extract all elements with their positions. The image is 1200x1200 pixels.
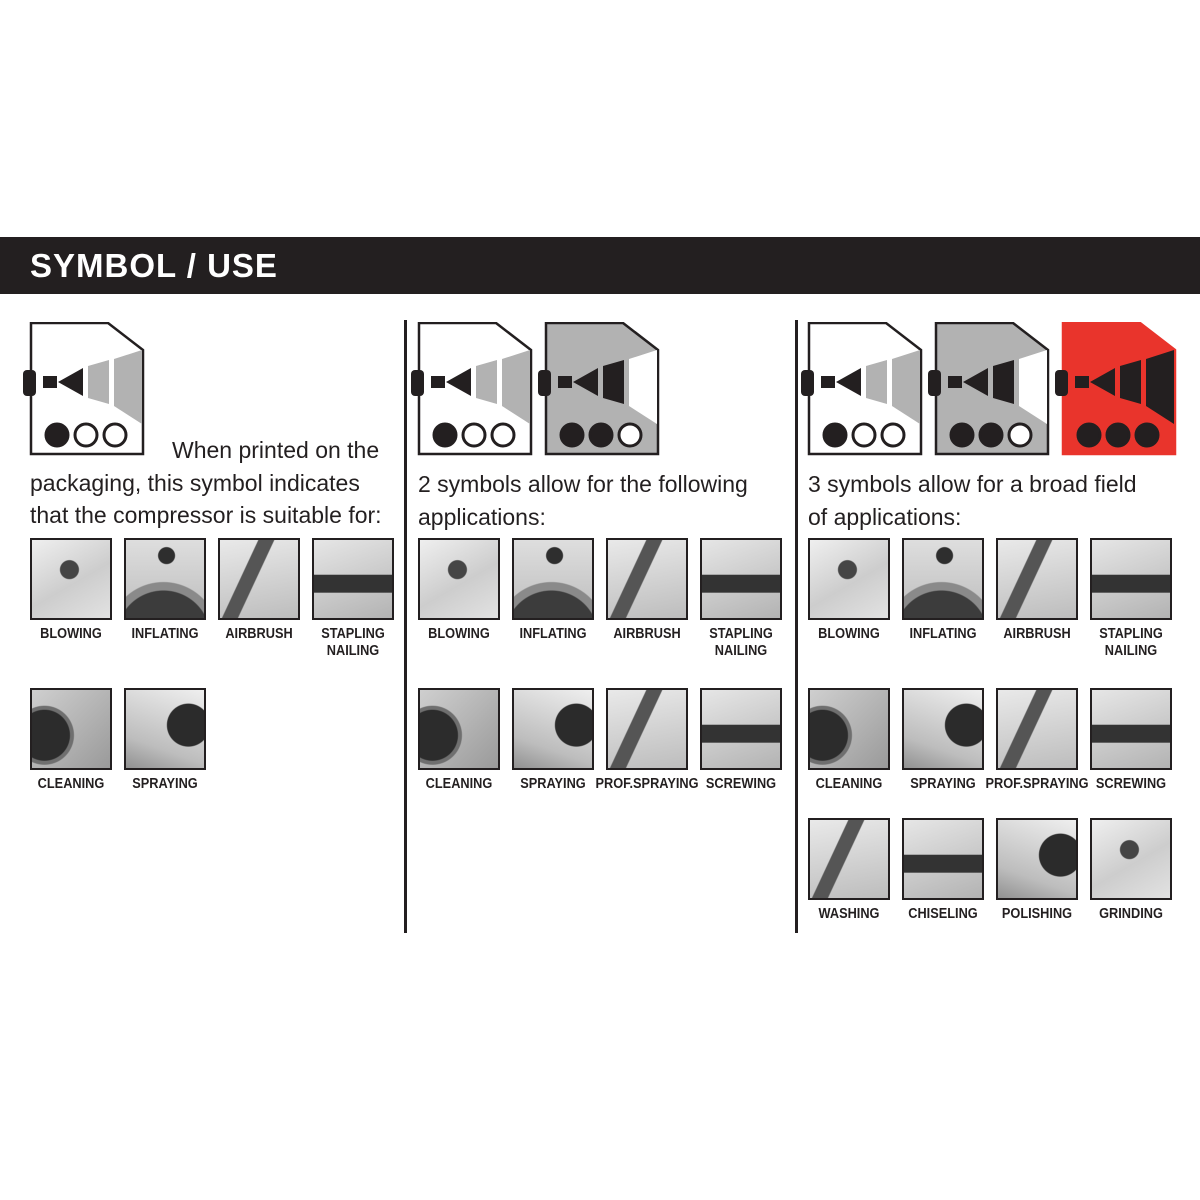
applications-row-2 xyxy=(808,688,1172,793)
app-label: PROF.SPRAYING xyxy=(985,776,1089,792)
app-label: SCREWING xyxy=(1095,776,1167,792)
inflating-photo xyxy=(512,538,594,620)
app-blowing xyxy=(808,538,890,660)
section-header-bar xyxy=(0,237,1200,294)
app-label: INFLATING xyxy=(519,626,587,642)
app-chiseling xyxy=(902,818,984,923)
cleaning-photo xyxy=(808,688,890,770)
intro-line: packaging, this symbol indicates xyxy=(30,469,360,496)
app-spraying xyxy=(512,688,594,793)
app-label: STAPLING NAILING xyxy=(321,626,385,659)
app-spraying xyxy=(902,688,984,793)
intro-line: When printed on the xyxy=(172,437,380,463)
app-cleaning xyxy=(30,688,112,793)
spraying-photo xyxy=(512,688,594,770)
app-label: POLISHING xyxy=(1001,906,1073,922)
spraying-photo xyxy=(902,688,984,770)
app-screwing xyxy=(1090,688,1172,793)
intro-text xyxy=(808,468,1186,533)
app-stapling-nailing xyxy=(700,538,782,660)
app-stapling-nailing xyxy=(312,538,394,660)
app-label: SPRAYING xyxy=(520,776,586,792)
app-stapling-nailing xyxy=(1090,538,1172,660)
compressor-symbol-2-dot-icon xyxy=(536,322,660,456)
cleaning-photo xyxy=(418,688,500,770)
app-grinding xyxy=(1090,818,1172,923)
stapling-nailing-photo xyxy=(1090,538,1172,620)
app-label: BLOWING xyxy=(40,626,102,642)
app-label: AIRBRUSH xyxy=(613,626,681,642)
inflating-photo xyxy=(902,538,984,620)
app-airbrush xyxy=(218,538,300,660)
app-blowing xyxy=(418,538,500,660)
app-label: CLEANING xyxy=(425,776,493,792)
app-inflating xyxy=(512,538,594,660)
prof-spraying-photo xyxy=(996,688,1078,770)
prof-spraying-photo xyxy=(606,688,688,770)
stapling-nailing-photo xyxy=(312,538,394,620)
app-label: SPRAYING xyxy=(132,776,198,792)
blowing-photo xyxy=(30,538,112,620)
app-label: STAPLING NAILING xyxy=(709,626,773,659)
applications-row-3 xyxy=(808,818,1172,923)
intro-line: applications: xyxy=(418,503,546,530)
symbol-row xyxy=(409,322,660,457)
app-label: INFLATING xyxy=(131,626,199,642)
intro-line: 3 symbols allow for a broad field xyxy=(808,471,1137,497)
blowing-photo xyxy=(808,538,890,620)
app-label: CLEANING xyxy=(815,776,883,792)
inflating-photo xyxy=(124,538,206,620)
airbrush-photo xyxy=(218,538,300,620)
compressor-symbol-2-dot-icon xyxy=(926,322,1050,456)
cleaning-photo xyxy=(30,688,112,770)
app-prof-spraying xyxy=(985,688,1089,793)
app-airbrush xyxy=(606,538,688,660)
app-blowing xyxy=(30,538,112,660)
washing-photo xyxy=(808,818,890,900)
applications-row-1 xyxy=(808,538,1172,660)
app-screwing xyxy=(700,688,782,793)
app-label: STAPLING NAILING xyxy=(1099,626,1163,659)
spraying-photo xyxy=(124,688,206,770)
app-airbrush xyxy=(996,538,1078,660)
app-inflating xyxy=(902,538,984,660)
applications-row-1 xyxy=(30,538,394,660)
compressor-symbol-1-dot-icon xyxy=(799,322,923,456)
app-label: WASHING xyxy=(818,906,880,922)
section-title: SYMBOL / USE xyxy=(30,247,278,284)
airbrush-photo xyxy=(996,538,1078,620)
app-label: AIRBRUSH xyxy=(225,626,293,642)
app-spraying xyxy=(124,688,206,793)
stapling-nailing-photo xyxy=(700,538,782,620)
app-polishing xyxy=(996,818,1078,923)
intro-text xyxy=(30,434,396,532)
app-label: SPRAYING xyxy=(910,776,976,792)
compressor-symbol-3-dot-icon xyxy=(1053,322,1177,456)
chiseling-photo xyxy=(902,818,984,900)
intro-line: of applications: xyxy=(808,503,962,530)
app-label: INFLATING xyxy=(909,626,977,642)
blowing-photo xyxy=(418,538,500,620)
intro-text xyxy=(418,468,796,533)
screwing-photo xyxy=(1090,688,1172,770)
app-inflating xyxy=(124,538,206,660)
app-label: SCREWING xyxy=(705,776,777,792)
app-label: PROF.SPRAYING xyxy=(595,776,699,792)
app-cleaning xyxy=(418,688,500,793)
applications-row-2 xyxy=(418,688,782,793)
app-label: CLEANING xyxy=(37,776,105,792)
app-label: CHISELING xyxy=(908,906,978,922)
app-washing xyxy=(808,818,890,923)
symbol-row xyxy=(799,322,1177,457)
airbrush-photo xyxy=(606,538,688,620)
app-label: BLOWING xyxy=(428,626,490,642)
intro-line: that the compressor is suitable for: xyxy=(30,502,382,528)
app-cleaning xyxy=(808,688,890,793)
app-label: GRINDING xyxy=(1099,906,1163,922)
app-label: AIRBRUSH xyxy=(1003,626,1071,642)
app-label: BLOWING xyxy=(818,626,880,642)
applications-row-2 xyxy=(30,688,206,793)
intro-line: 2 symbols allow for the following xyxy=(418,471,748,497)
grinding-photo xyxy=(1090,818,1172,900)
app-prof-spraying xyxy=(595,688,699,793)
screwing-photo xyxy=(700,688,782,770)
compressor-symbol-1-dot-icon xyxy=(409,322,533,456)
applications-row-1 xyxy=(418,538,782,660)
polishing-photo xyxy=(996,818,1078,900)
